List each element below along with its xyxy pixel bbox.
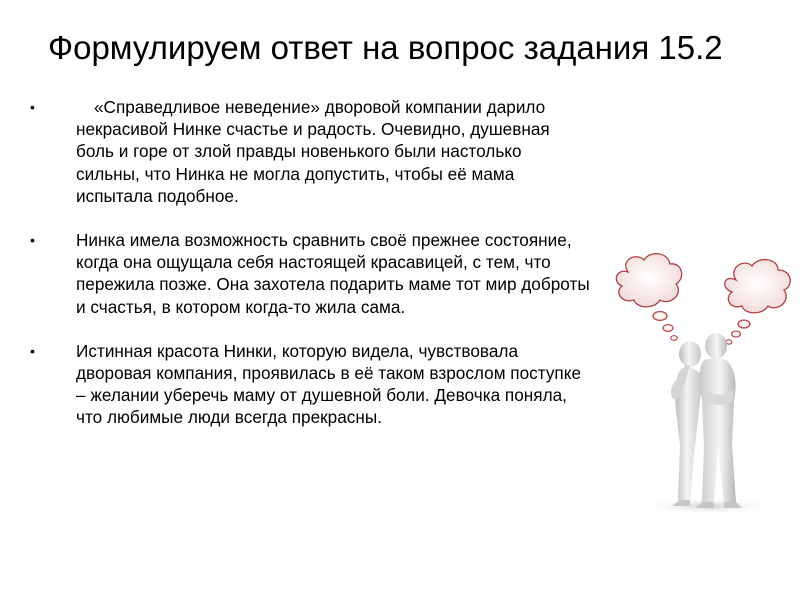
two-thinking-figures-icon (598, 250, 798, 520)
bullet-text: Нинка имела возможность сравнить своё прежнее состояние, когда она ощущала себя настоящей красавицей, с тем, что пережила позже. Она захотела подарить маме тот мир доброты и счастья, в котором когда-то жила сама. (76, 230, 590, 317)
right-figure-icon (696, 333, 742, 508)
bullet-marker: • (30, 232, 35, 249)
bullet-marker: • (30, 342, 35, 359)
bullet-item (30, 340, 590, 429)
bullet-text: Истинная красота Нинки, которую видела, чувствовала дворовая компания, проявилась в её таком взрослом поступке – желании уберечь маму от душевной боли. Девочка поняла, что любимые люди всегда прекрасны. (76, 340, 582, 428)
slide-title: Формулируем ответ на вопрос задания 15.2 (48, 29, 723, 66)
left-figure-icon (671, 341, 702, 506)
thought-bubble-left-icon (616, 254, 681, 341)
bullet-item (30, 96, 590, 207)
bullet-list (30, 96, 590, 451)
bullet-item (30, 229, 590, 318)
thought-bubble-right-icon (725, 260, 790, 345)
bullet-text: «Справедливое неведение» дворовой компании дарило некрасивой Нинке счастье и радость. Очевидно, душевная боль и горе от злой правды новенького были настолько сильны, что Нинка не могла допустить, чтобы её мама испытала подобное. (76, 97, 550, 206)
bullet-marker: • (30, 99, 35, 115)
